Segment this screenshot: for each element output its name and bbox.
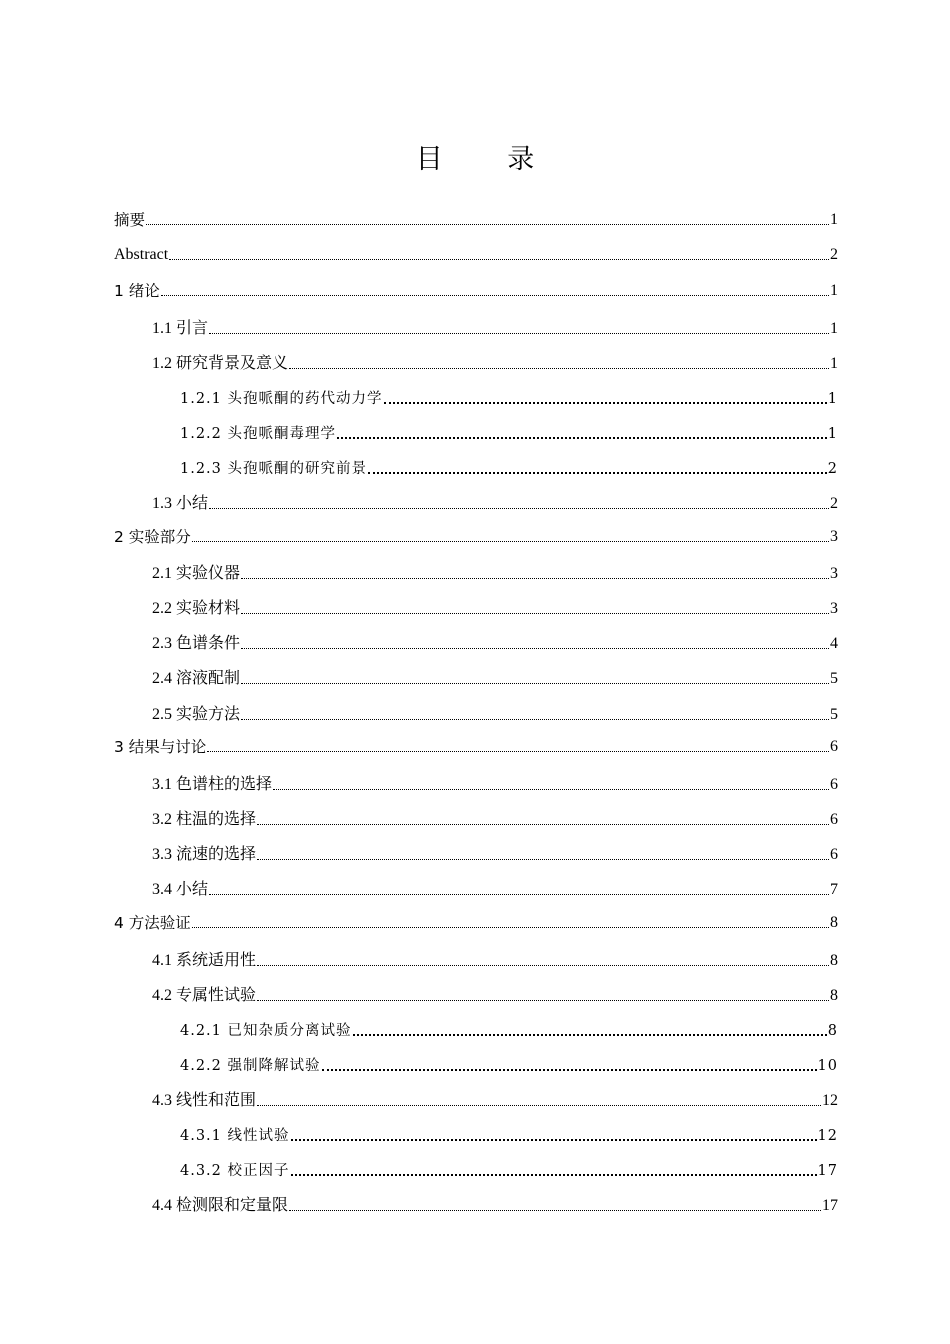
toc-entry-label: 1 绪论: [114, 282, 160, 300]
toc-page-number: 12: [817, 1128, 838, 1144]
toc-entry-label: 4.4 检测限和定量限: [152, 1197, 289, 1214]
toc-entry[interactable]: [152, 352, 838, 374]
toc-leader-dots: [384, 402, 827, 404]
toc-leader-dots: [209, 333, 829, 334]
toc-entry[interactable]: [152, 632, 838, 654]
toc-entry-label: 4.2.2 强制降解试验: [180, 1058, 321, 1074]
toc-page-number: 5: [830, 670, 838, 687]
toc-leader-dots: [322, 1069, 817, 1071]
toc-page-number: 12: [822, 1092, 838, 1109]
toc-entry-label: 1.2.2 头孢哌酮毒理学: [180, 426, 337, 442]
toc-leader-dots: [257, 824, 829, 825]
toc-entry-label: 2.4 溶液配制: [152, 670, 241, 687]
toc-page-number: 8: [827, 1023, 838, 1039]
toc-leader-dots: [291, 1139, 817, 1141]
toc-entry-label: 1.1 引言: [152, 320, 209, 337]
toc-entry[interactable]: [180, 1159, 838, 1181]
toc-entry-label: 1.2.3 头孢哌酮的研究前景: [180, 461, 368, 477]
toc-leader-dots: [257, 1000, 829, 1001]
toc-page-number: 1: [830, 355, 838, 372]
toc-leader-dots: [241, 613, 829, 614]
toc-page-number: 6: [830, 776, 838, 793]
toc-page-number: 7: [830, 881, 838, 898]
toc-page-number: 1: [830, 320, 838, 337]
toc-entry-label: 3.1 色谱柱的选择: [152, 776, 273, 793]
toc-entry-label: 1.2.1 头孢哌酮的药代动力学: [180, 391, 383, 407]
toc-entry[interactable]: [114, 525, 838, 547]
toc-entry-label: 2.1 实验仪器: [152, 565, 241, 582]
toc-entry-label: 3 结果与讨论: [114, 738, 207, 756]
toc-page-number: 3: [830, 528, 838, 545]
toc-leader-dots: [146, 224, 829, 225]
toc-entry-label: 4.1 系统适用性: [152, 952, 257, 969]
toc-entry[interactable]: [114, 911, 838, 933]
toc-leader-dots: [241, 683, 829, 684]
toc-page-number: 1: [827, 426, 838, 442]
toc-leader-dots: [169, 259, 829, 260]
toc-entry-label: 1.3 小结: [152, 495, 209, 512]
toc-entry[interactable]: [152, 562, 838, 584]
toc-page-number: 1: [827, 391, 838, 407]
toc-leader-dots: [257, 859, 829, 860]
toc-entry-label: 4.2 专属性试验: [152, 987, 257, 1004]
toc-entry[interactable]: [114, 208, 838, 230]
toc-leader-dots: [273, 789, 829, 790]
toc-leader-dots: [241, 648, 829, 649]
toc-page-number: 1: [830, 282, 838, 299]
toc-entry[interactable]: [152, 597, 838, 619]
toc-entry-label: 4.3.1 线性试验: [180, 1128, 290, 1144]
toc-leader-dots: [209, 894, 829, 895]
toc-leader-dots: [161, 295, 829, 296]
toc-page-number: 17: [817, 1163, 838, 1179]
toc-leader-dots: [291, 1174, 817, 1176]
toc-entry[interactable]: [152, 878, 838, 900]
toc-entry-label: 4.3.2 校正因子: [180, 1163, 290, 1179]
toc-page-number: 3: [830, 565, 838, 582]
toc-page-number: 6: [830, 811, 838, 828]
toc-entry[interactable]: [152, 1194, 838, 1216]
toc-entry-label: 4 方法验证: [114, 914, 191, 932]
toc-entry-label: 3.2 柱温的选择: [152, 811, 257, 828]
toc-entry-label: 2.5 实验方法: [152, 706, 241, 723]
toc-entry[interactable]: [152, 1089, 838, 1111]
toc-entry[interactable]: [180, 387, 838, 409]
toc-entry-label: Abstract: [114, 246, 169, 263]
toc-page-number: 2: [830, 495, 838, 512]
toc-entry[interactable]: [152, 808, 838, 830]
toc-leader-dots: [209, 508, 829, 509]
toc-entry[interactable]: [180, 1019, 838, 1041]
toc-page-number: 2: [830, 246, 838, 263]
toc-leader-dots: [257, 1105, 821, 1106]
toc-entry-label: 3.3 流速的选择: [152, 846, 257, 863]
toc-entry-label: 4.3 线性和范围: [152, 1092, 257, 1109]
toc-leader-dots: [368, 472, 827, 474]
toc-page-number: 4: [830, 635, 838, 652]
toc-leader-dots: [289, 368, 829, 369]
toc-leader-dots: [192, 541, 829, 542]
toc-leader-dots: [241, 719, 829, 720]
toc-entry[interactable]: [180, 1054, 838, 1076]
toc-entry[interactable]: [114, 279, 838, 301]
toc-entry-label: 4.2.1 已知杂质分离试验: [180, 1023, 352, 1039]
toc-entry[interactable]: [152, 492, 838, 514]
toc-leader-dots: [257, 965, 829, 966]
toc-leader-dots: [289, 1210, 821, 1211]
toc-entry[interactable]: [152, 667, 838, 689]
toc-entry[interactable]: [114, 735, 838, 757]
toc-entry[interactable]: [180, 457, 838, 479]
toc-leader-dots: [353, 1034, 827, 1036]
toc-page-number: 2: [827, 461, 838, 477]
toc-page-number: 3: [830, 600, 838, 617]
toc-entry-label: 3.4 小结: [152, 881, 209, 898]
toc-entry-label: 1.2 研究背景及意义: [152, 355, 289, 372]
toc-entry[interactable]: [152, 703, 838, 725]
toc-entry-label: 2.2 实验材料: [152, 600, 241, 617]
toc-entry[interactable]: [152, 949, 838, 971]
toc-entry[interactable]: [152, 984, 838, 1006]
toc-entry[interactable]: [152, 773, 838, 795]
toc-leader-dots: [337, 437, 827, 439]
toc-leader-dots: [207, 751, 829, 752]
toc-page-number: 10: [817, 1058, 838, 1074]
toc-page-number: 1: [830, 211, 838, 228]
toc-title: 目 录: [415, 144, 563, 175]
toc-page-number: 17: [822, 1197, 838, 1214]
toc-page-number: 6: [830, 738, 838, 755]
toc-page-number: 8: [830, 914, 838, 931]
toc-leader-dots: [241, 578, 829, 579]
toc-entry-label: 摘要: [114, 211, 146, 229]
toc-entry[interactable]: [152, 317, 838, 339]
toc-page-number: 6: [830, 846, 838, 863]
toc-entry[interactable]: [180, 422, 838, 444]
toc-page-number: 8: [830, 952, 838, 969]
toc-page-number: 8: [830, 987, 838, 1004]
toc-entry-label: 2 实验部分: [114, 528, 191, 546]
toc-page-number: 5: [830, 706, 838, 723]
toc-entry[interactable]: [114, 243, 838, 265]
toc-leader-dots: [192, 927, 829, 928]
toc-entry-label: 2.3 色谱条件: [152, 635, 241, 652]
toc-entry[interactable]: [152, 843, 838, 865]
toc-entry[interactable]: [180, 1124, 838, 1146]
